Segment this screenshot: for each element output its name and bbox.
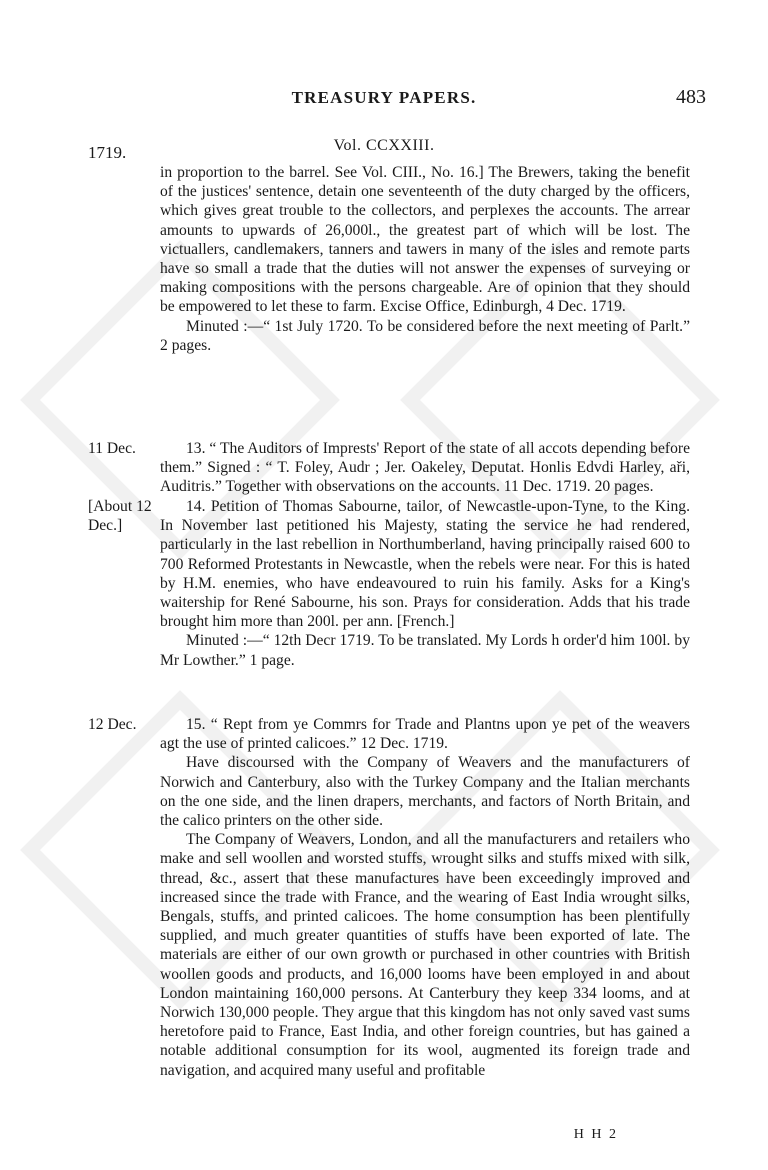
entry-date: [About 12 Dec.] bbox=[88, 498, 152, 535]
volume-heading bbox=[0, 137, 768, 155]
entry-paragraph: in proportion to the barrel. See Vol. CIII., No. 16.] The Brewers, taking the benefit of the justices' sentence, detain one seventeenth of the duty charged by the officers, which gives great trouble to the collectors, and perplexes the accounts. The arrear amounts to upwards of 26,000l., the greatest part of which will be lost. The victuallers, candlemakers, tanners and tawers in many of the isles and remote parts have so small a trade that the duties will not answer the expenses of surveying or making compositions with the persons chargeable. Are of opinion that they should be empowered to let these to farm. Excise Office, Edinburgh, 4 Dec. 1719. bbox=[160, 164, 690, 316]
entry-date: 12 Dec. bbox=[88, 716, 137, 733]
volume-label: Vol. CCXXIII. bbox=[333, 137, 435, 154]
entry-paragraph: 14. Petition of Thomas Sabourne, tailor, of Newcastle-upon-Tyne, to the King. In November last petitioned his Majesty, stating the service he had rendered, particularly in the last rebellion in Northumberland, having principally raised 600 to 700 Reformed Protestants in Newcastle, when the rebels were near. For this is hated by H.M. enemies, who have endeavoured to ruin his family. Asks for a King's waitership for René Sabourne, his son. Prays for consideration. Adds that his trade brought him more than 200l. per ann. [French.] bbox=[160, 498, 690, 631]
entry-date: 11 Dec. bbox=[88, 440, 136, 457]
entry-14 bbox=[160, 497, 690, 670]
entry-paragraph: The Company of Weavers, London, and all the manufacturers and retailers who make and sell woollen and worsted stuffs, wrought silks and stuffs mixed with silk, thread, &c., assert that these manufactures have been exceedingly improved and increased since the trade with France, and the wearing of East India wrought silks, Bengals, stuffs, and printed calicoes. The home consumption has been plentifully supplied, and much greater quantities of stuffs have been exported of late. The materials are either of our own growth or purchased in other countries with British woollen goods and products, and 16,000 looms have been employed in and about London maintaining 160,000 persons. At Canterbury they keep 334 looms, and at Norwich 130,000 people. They argue that this kingdom has not only saved vast sums heretofore paid to France, East India, and other foreign countries, but has gained a notable additional consumption for its wool, augmented its foreign trade and navigation, and acquired many useful and profitable bbox=[160, 831, 690, 1079]
entry-13 bbox=[160, 439, 690, 497]
minute-paragraph: Minuted :—“ 1st July 1720. To be considered before the next meeting of Parlt.” 2 pages. bbox=[160, 317, 690, 354]
entry-paragraph: 13. “ The Auditors of Imprests' Report of the state of all accots depending before them.” Signed : “ T. Foley, Audr ; Jer. Oakeley, Deputat. Honlis Edvdi Harley, aři, Auditris.” Together with observations on the accounts. 11 Dec. 1719. 20 pages. bbox=[160, 440, 690, 496]
entry-continuation bbox=[160, 163, 690, 355]
signature-mark: H H 2 bbox=[573, 1127, 618, 1142]
running-title: TREASURY PAPERS. bbox=[291, 88, 477, 107]
entry-paragraph: Have discoursed with the Company of Weavers and the manufacturers of Norwich and Canterbury, also with the Turkey Company and the Italian merchants on the one side, and the linen drapers, merchants, and factors of North Britain, and the calico printers on the other side. bbox=[160, 754, 690, 830]
page-number: 483 bbox=[676, 86, 706, 108]
entry-paragraph: 15. “ Rept from ye Commrs for Trade and Plantns upon ye pet of the weavers agt the use of printed calicoes.” 12 Dec. 1719. bbox=[160, 716, 690, 753]
entry-15 bbox=[160, 715, 690, 1080]
minute-paragraph: Minuted :—“ 12th Decr 1719. To be translated. My Lords h order'd him 100l. by Mr Lowther.” 1 page. bbox=[160, 632, 690, 669]
year-margin-label: 1719. bbox=[88, 143, 127, 162]
